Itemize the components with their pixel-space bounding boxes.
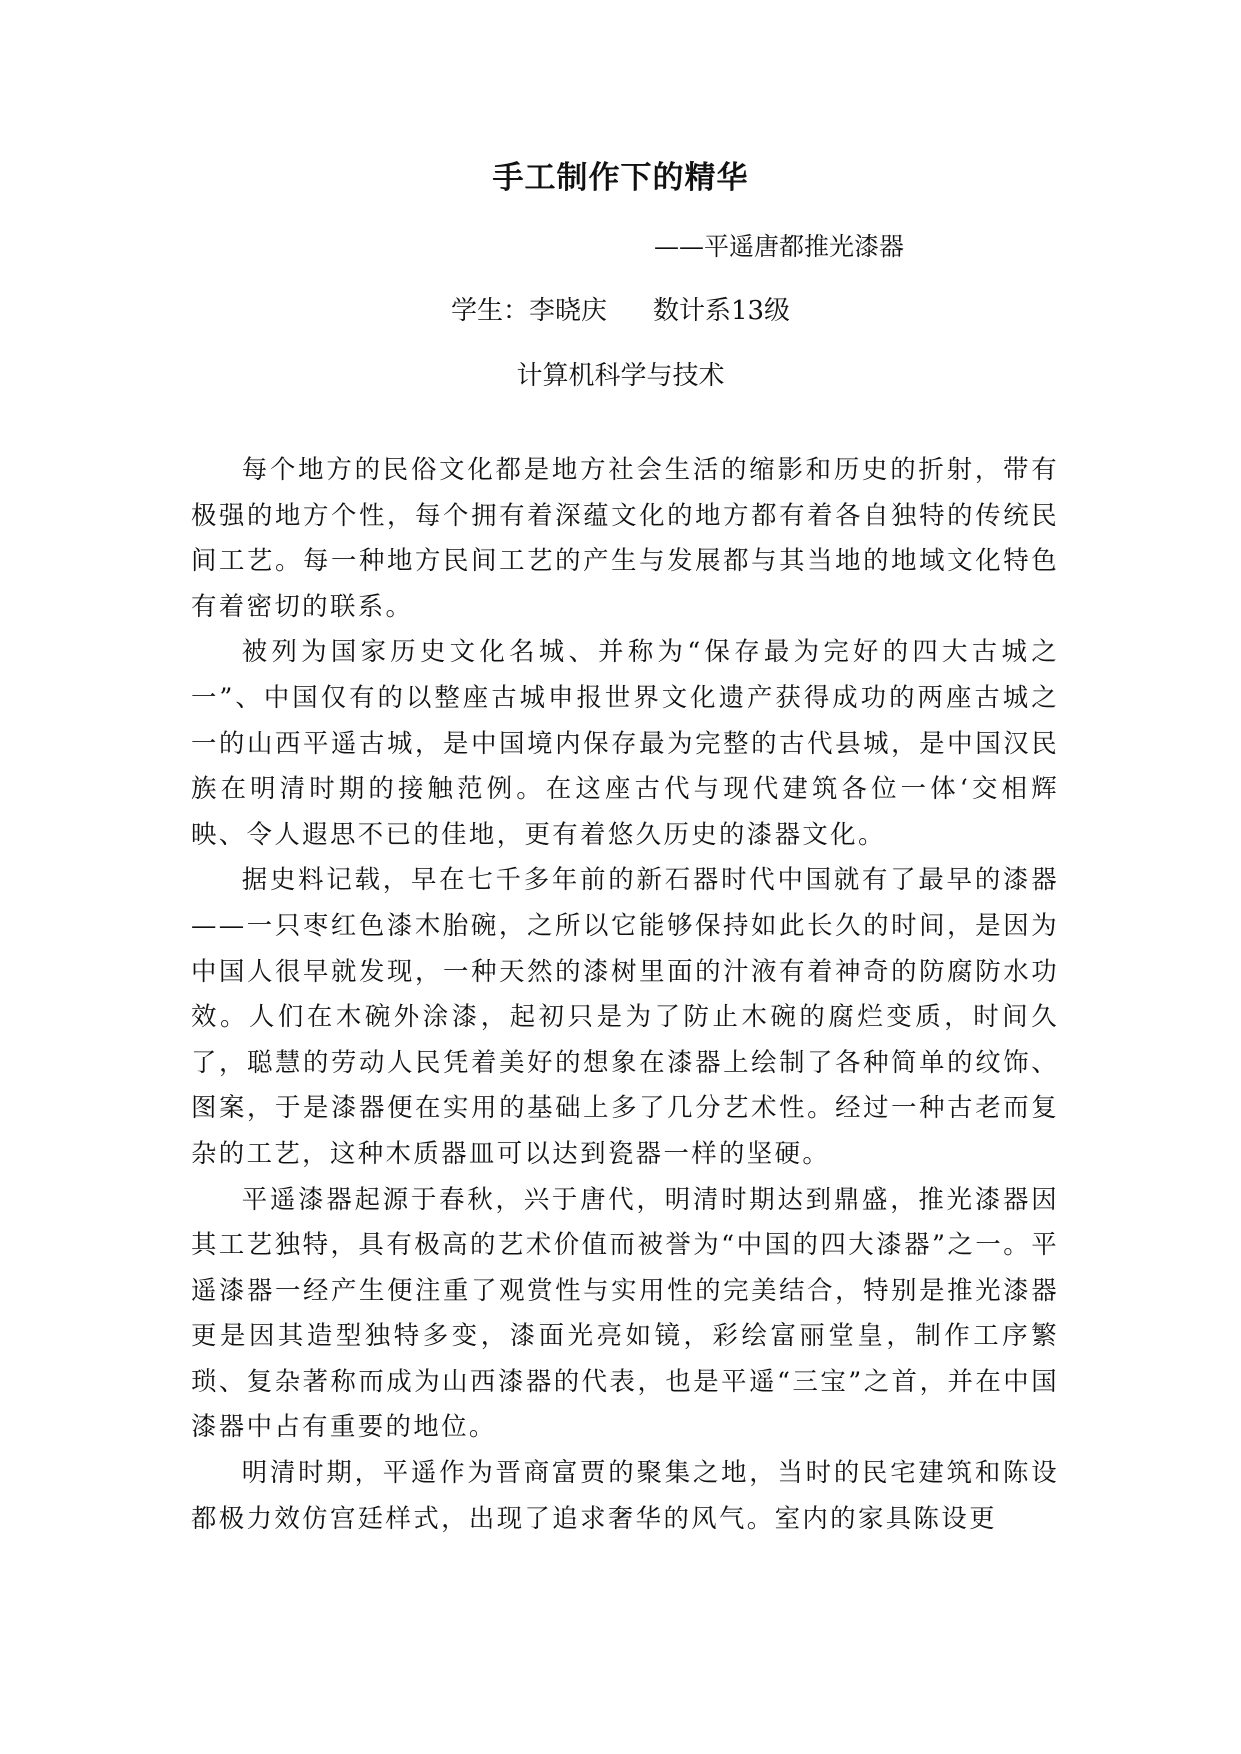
- document-subtitle: ——平遥唐都推光漆器: [654, 232, 905, 261]
- author-name: 学生：李晓庆: [450, 296, 607, 326]
- author-department: 数计系13级: [652, 296, 791, 326]
- document-title: 手工制作下的精华: [492, 160, 749, 196]
- body-paragraph: 被列为国家历史文化名城、并称为“保存最为完好的四大古城之一”、中国仅有的以整座古城申报世界文化遗产获得成功的两座古城之一的山西平遥古城，是中国境内保存最为完整的古代县城，是中国汉民族在明清时期的接触范例。在这座古代与现代建筑各位一体‘交相辉映、令人遐思不已的佳地，更有着悠久历史的漆器文化。: [191, 636, 1059, 849]
- document-body: [191, 447, 1059, 1541]
- author-line: [0, 291, 1241, 331]
- body-paragraph: 平遥漆器起源于春秋，兴于唐代，明清时期达到鼎盛，推光漆器因其工艺独特，具有极高的艺术价值而被誉为“中国的四大漆器”之一。平遥漆器一经产生便注重了观赏性与实用性的完美结合，特别是推光漆器更是因其造型独特多变，漆面光亮如镜，彩绘富丽堂皇，制作工序繁琐、复杂著称而成为山西漆器的代表，也是平遥“三宝”之首，并在中国漆器中占有重要的地位。: [191, 1183, 1059, 1442]
- body-paragraph: 每个地方的民俗文化都是地方社会生活的缩影和历史的折射，带有极强的地方个性，每个拥有着深蕴文化的地方都有着各自独特的传统民间工艺。每一种地方民间工艺的产生与发展都与其当地的地域文化特色有着密切的联系。: [191, 454, 1059, 621]
- body-paragraph: 明清时期，平遥作为晋商富贾的聚集之地，当时的民宅建筑和陈设都极力效仿宫廷样式，出现了追求奢华的风气。室内的家具陈设更: [191, 1457, 1059, 1533]
- author-major: 计算机科学与技术: [516, 361, 725, 391]
- body-paragraph: 据史料记载，早在七千多年前的新石器时代中国就有了最早的漆器——一只枣红色漆木胎碗，之所以它能够保持如此长久的时间，是因为中国人很早就发现，一种天然的漆树里面的汁液有着神奇的防腐防水功效。人们在木碗外涂漆，起初只是为了防止木碗的腐烂变质，时间久了，聪慧的劳动人民凭着美好的想象在漆器上绘制了各种简单的纹饰、图案，于是漆器便在实用的基础上多了几分艺术性。经过一种古老而复杂的工艺，这种木质器皿可以达到瓷器一样的坚硬。: [191, 864, 1059, 1168]
